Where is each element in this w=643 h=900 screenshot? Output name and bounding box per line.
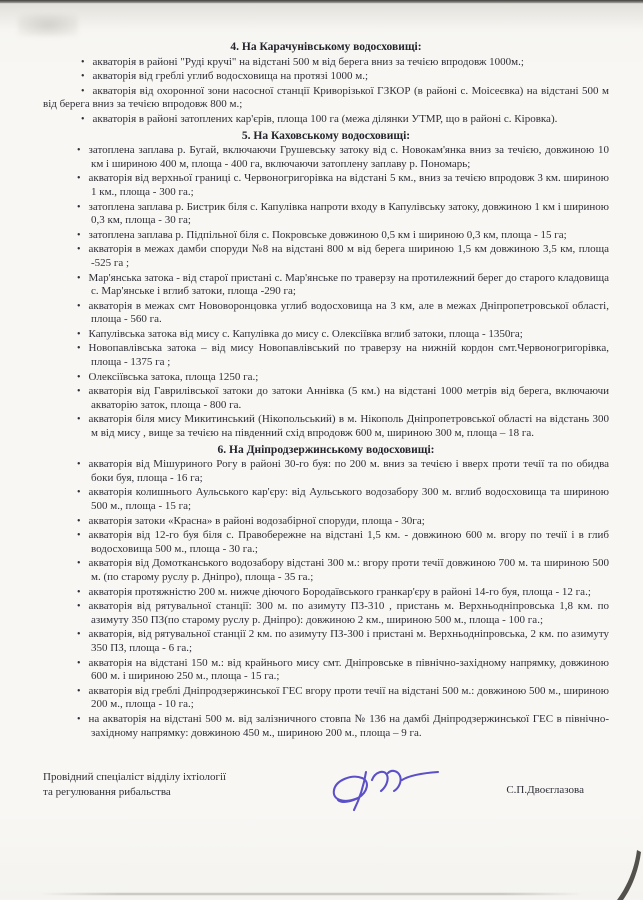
bullet-icon: • [77,629,81,641]
document-content [43,38,609,819]
bullet-icon: • [77,300,81,312]
bullet-icon: • [81,56,85,68]
bullet-icon: • [77,371,81,383]
list-item [43,628,609,655]
list-item [43,172,609,199]
list-item [43,515,609,529]
item-text: на акваторія на відстані 500 м. від залізничного стовпа № 136 на дамбі Дніпродзержинської ГЕС в північно-західному напрямку: довжиною 450 м., шириною 200 м., площа – 9 га. [88,712,609,739]
item-text: акваторія від рятувальної станції: 300 м. по азимуту ПЗ-310 , пристань м. Верхньодніпровська 1,8 км. по азимуту 350 ПЗ(по старому руслу р. Дніпро): довжиною 2 км., шириною 500 м., площа - 100 га.; [88,600,609,626]
scan-top-haze [0,4,643,30]
list-item [43,85,609,112]
bullet-icon: • [77,558,81,570]
list-item [43,342,609,369]
bullet-icon: • [77,459,81,471]
signature-name: С.П.Двоєглазова [506,784,584,797]
list-item [43,113,609,127]
item-text: акваторія в районі затоплених кар'єрів, площа 100 га (межа ділянки УТМР, що в районі с. Кіровка). [92,112,558,125]
signature-autograph-icon [328,764,458,819]
bullet-icon: • [77,713,81,725]
bullet-icon: • [77,386,81,398]
bullet-icon: • [77,414,81,426]
item-text: акваторія в межах смт Нововоронцовка углиб водосховища на 3 км, але в межах Дніпропетровської області, площа - 560 га. [88,299,609,326]
bullet-icon: • [77,515,81,527]
list-item [43,557,609,584]
list-item [43,272,609,299]
bullet-icon: • [81,71,85,83]
item-text: акваторія від верхньої границі с. Червоногригорівка на відстані 5 км., вниз за течією впродовж 3 км. шириною 1 км., площа - 300 га.; [88,172,609,198]
bullet-icon: • [77,201,81,213]
signature-role-line2: та регулювання рибальства [43,785,171,798]
section-heading: 4. На Карачунівському водосховищі: [230,41,422,53]
bullet-icon: • [77,145,81,157]
sections [43,41,609,740]
list-item [43,300,609,327]
item-text: затоплена заплава р. Бистрик біля с. Капулівка напроти входу в Капулівську затоку, довжиною 1 км і шириною 0,3 км, площа - 30 га; [88,200,609,227]
bullet-icon: • [77,487,81,499]
signature-role [43,770,293,799]
list-item [43,529,609,556]
item-text: Мар'янська затока - від старої пристані с. Мар'янське по траверзу на протилежний берег до старого кладовища с. Мар'янське і вглиб затоки, площа -290 га; [88,271,609,298]
list-item [43,243,609,270]
list-item [43,657,609,684]
bullet-icon: • [77,229,81,241]
item-text: затоплена заплава р. Бугай, включаючи Грушевську затоку від с. Новокам'янка вниз за течією, довжиною 10 км і шириною 400 м, площа - 400 га, включаючи затоплену заплаву р. Пономарь; [88,144,609,170]
scan-bottom-line [40,893,583,895]
item-text: Олексіївська затока, площа 1250 га.; [88,370,259,383]
item-text: акваторія, від рятувальної станції 2 км. по азимуту ПЗ-300 і пристані м. Верхньодніпровська, 2 км. по азимуту 350 ПЗ, площа - 6 га.; [88,628,609,654]
bullet-icon: • [77,328,81,340]
item-text: акваторія від Мішуриного Рогу в районі 30-го буя: по 200 м. вниз за течією і вверх проти течії та по обидва боки буя, площа - 16 га; [88,458,609,484]
list-item [43,371,609,385]
section-heading: 6. На Дніпродзержинському водосховищі: [217,443,435,456]
list-item [43,458,609,485]
list-item [43,413,609,440]
scan-smudge [18,14,78,36]
item-text: акваторія від Гаврилівської затоки до затоки Аннівка (5 км.) на відстані 1000 метрів від берега, включаючи акваторію заток, площа - 800 га. [88,385,609,411]
list-item [43,486,609,513]
section-list [43,56,609,127]
list-item [43,70,609,84]
item-text: Капулівська затока від мису с. Капулівка до мису с. Олексіївка вглиб затоки, площа - 1350га; [88,327,523,340]
item-text: акваторія в межах дамби споруди №8 на відстані 800 м від берега шириною 1,5 км довжиною 3,5 км, площа -525 га ; [88,243,609,269]
section-list [43,458,609,740]
list-item [43,201,609,228]
bullet-icon: • [81,85,85,97]
item-text: акваторія від греблі Дніпродзержинської ГЕС вгору проти течії на відстані 500 м.: довжиною 500 м., шириною 200 м., площа - 10 га.; [88,684,609,711]
bullet-icon: • [77,173,81,185]
item-text: акваторія протяжністю 200 м. нижче діючого Бородаївського гранкар'єру в районі 14-го буя, площа - 12 га.; [88,585,591,598]
item-text: акваторія від охоронної зони насосної станції Криворізької ГЗКОР (в районі с. Моісеєвка) на відстані 500 м від берега вниз за течією впродовж 800 м.; [43,84,609,111]
item-text: затоплена заплава р. Підпільної біля с. Покровське довжиною 0,5 км і шириною 0,3 км, площа - 15 га; [88,228,567,241]
list-item [43,586,609,600]
item-text: акваторія на відстані 150 м.: від крайнього мису смт. Дніпровське в північно-західному напрямку, довжиною 600 м. і шириною 250 м., площа - 15 га.; [88,656,609,683]
list-item [43,713,609,740]
item-text: акваторія біля мису Микитинський (Нікопольський) в м. Нікополь Дніпропетровської області на відстань 300 м від мису , вище за течією на південний схід впродовж 600 м, шириною 300 м, площа – 18 га. [88,413,609,440]
list-item [43,56,609,70]
section-list [43,144,609,440]
item-text: акваторія від Домотканського водозабору відстані 300 м.: вгору проти течії довжиною 700 м. та шириною 500 м. (по старому руслу р. Дніпро), площа - 35 га.; [88,557,609,583]
item-text: акваторія колишнього Аульського кар'єру: від Аульського водозабору 300 м. вглиб водосховища та шириною 500 м., площа - 15 га; [88,486,609,512]
bullet-icon: • [77,657,81,669]
bullet-icon: • [77,530,81,542]
bullet-icon: • [77,601,81,613]
item-text: акваторія затоки «Красна» в районі водозабірної споруди, площа - 30га; [88,514,425,527]
list-item [43,328,609,342]
scan-corner-mark [593,840,643,900]
bullet-icon: • [77,586,81,598]
item-text: акваторія в районі "Руді кручі" на відстані 500 м від берега вниз за течією впродовж 1000м.; [92,55,524,68]
list-item [43,229,609,243]
bullet-icon: • [77,343,81,355]
item-text: акваторія від 12-го буя біля с. Правобережне на відстані 1,5 км. - довжиною 600 м. вгору по течії і в глиб водосховища 500 м., площа - 30 га.; [88,529,609,555]
list-item [43,385,609,412]
bullet-icon: • [77,244,81,256]
bullet-icon: • [77,685,81,697]
section-heading: 5. На Каховському водосховищі: [241,129,411,142]
list-item [43,685,609,712]
item-text: Новопавлівська затока – від мису Новопавлівський по траверзу на нижній кордон смт.Червоногригорівка, площа - 1375 га ; [88,342,609,369]
list-item [43,600,609,627]
bullet-icon: • [81,113,85,125]
signature-block [43,770,609,819]
bullet-icon: • [77,272,81,284]
item-text: акваторія від греблі углиб водосховища на протязі 1000 м.; [92,70,369,83]
signature-role-line1: Провідний спеціаліст відділу іхтіології [43,771,227,784]
list-item [43,144,609,171]
